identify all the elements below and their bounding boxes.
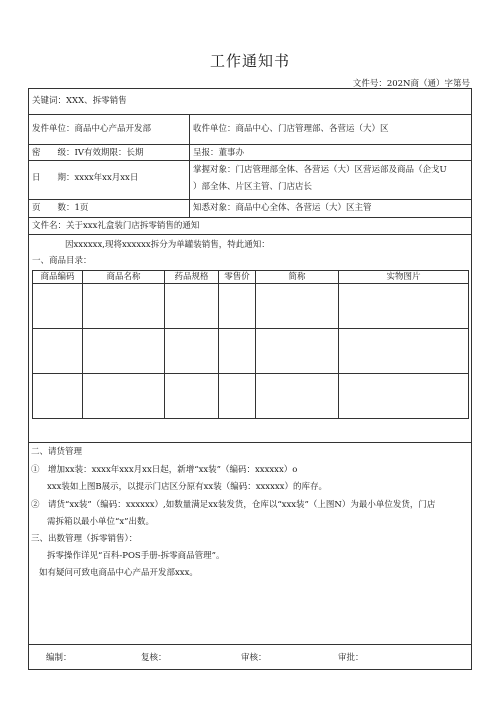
master-target-line1: 掌握对象：门店管理部全体、各营运（大）区营运部及商品（企戈U (193, 165, 447, 175)
receiver-field: 收件单位：商品中心、门店管理部、各营运（大）区 (193, 124, 389, 134)
keywords-field: 关键词：XXX、拆零销售 (32, 96, 127, 106)
secret-level-field: 密 级：IV有效期限：长期 (32, 148, 144, 158)
audit-signature: 审核： (241, 653, 267, 663)
pages-field: 页 数：1页 (32, 203, 89, 213)
signature-footer (28, 88, 472, 670)
document-title: 工作通知书 (209, 52, 290, 70)
master-target-line2: ）部全体、片区主管、门店店长 (193, 182, 313, 192)
request-item-1-line2: xxx装如上图B展示，以提示门店区分原有xx装（编码：xxxxxx）的库存。 (47, 482, 327, 492)
contact-text: 如有疑问可致电商品中心产品开发部xxx。 (39, 568, 198, 578)
informed-target-field: 知悉对象：商品中心全体、各营运（大）区主管 (193, 203, 372, 213)
editor-signature: 编制： (46, 653, 72, 663)
column-header: 商品名称 (83, 271, 165, 284)
request-item-2-line1: ② 请货“xx装”（编码：xxxxxx）,如数量满足xx装发货，仓库以“xxx装”（上图N）为最小单位发货，门店 (31, 500, 436, 510)
review-signature: 复核： (141, 653, 167, 663)
split-operation-text: 拆零操作详见“百科-POS手册-拆零商品管理”。 (47, 551, 225, 561)
intro-text: 因xxxxxx,现将xxxxxx拆分为单罐装销售，特此通知： (65, 240, 270, 250)
section-request-heading: 二、请货管理 (31, 447, 83, 457)
column-header: 实物图片 (339, 271, 469, 284)
approve-signature: 审批： (338, 653, 364, 663)
section-sales-heading: 三、出数管理（拆零销售）： (31, 534, 138, 544)
date-field: 日 期：xxxx年xx月xx日 (32, 173, 139, 183)
file-number: 文件号：202N商（通）字第号 (352, 79, 470, 89)
request-item-2-line2: 需拆箱以最小单位“x”出数。 (47, 517, 154, 527)
document-name: 文件名：关于xxx礼盒装门店拆零销售的通知 (32, 221, 200, 231)
issuer-field: 发件单位：商品中心产品开发部 (32, 124, 152, 134)
column-header: 药品规格 (165, 271, 219, 284)
report-field: 呈报：董事办 (193, 148, 245, 158)
column-header: 零售价 (219, 271, 256, 284)
section-catalog-heading: 一、商品目录： (32, 256, 92, 266)
column-header: 简称 (256, 271, 339, 284)
request-item-1-line1: ① 增加xx装：xxxx年xxx月xx日起，新增“xx装”（编码：xxxxxx）o (31, 465, 298, 475)
column-header: 商品编码 (33, 271, 83, 284)
